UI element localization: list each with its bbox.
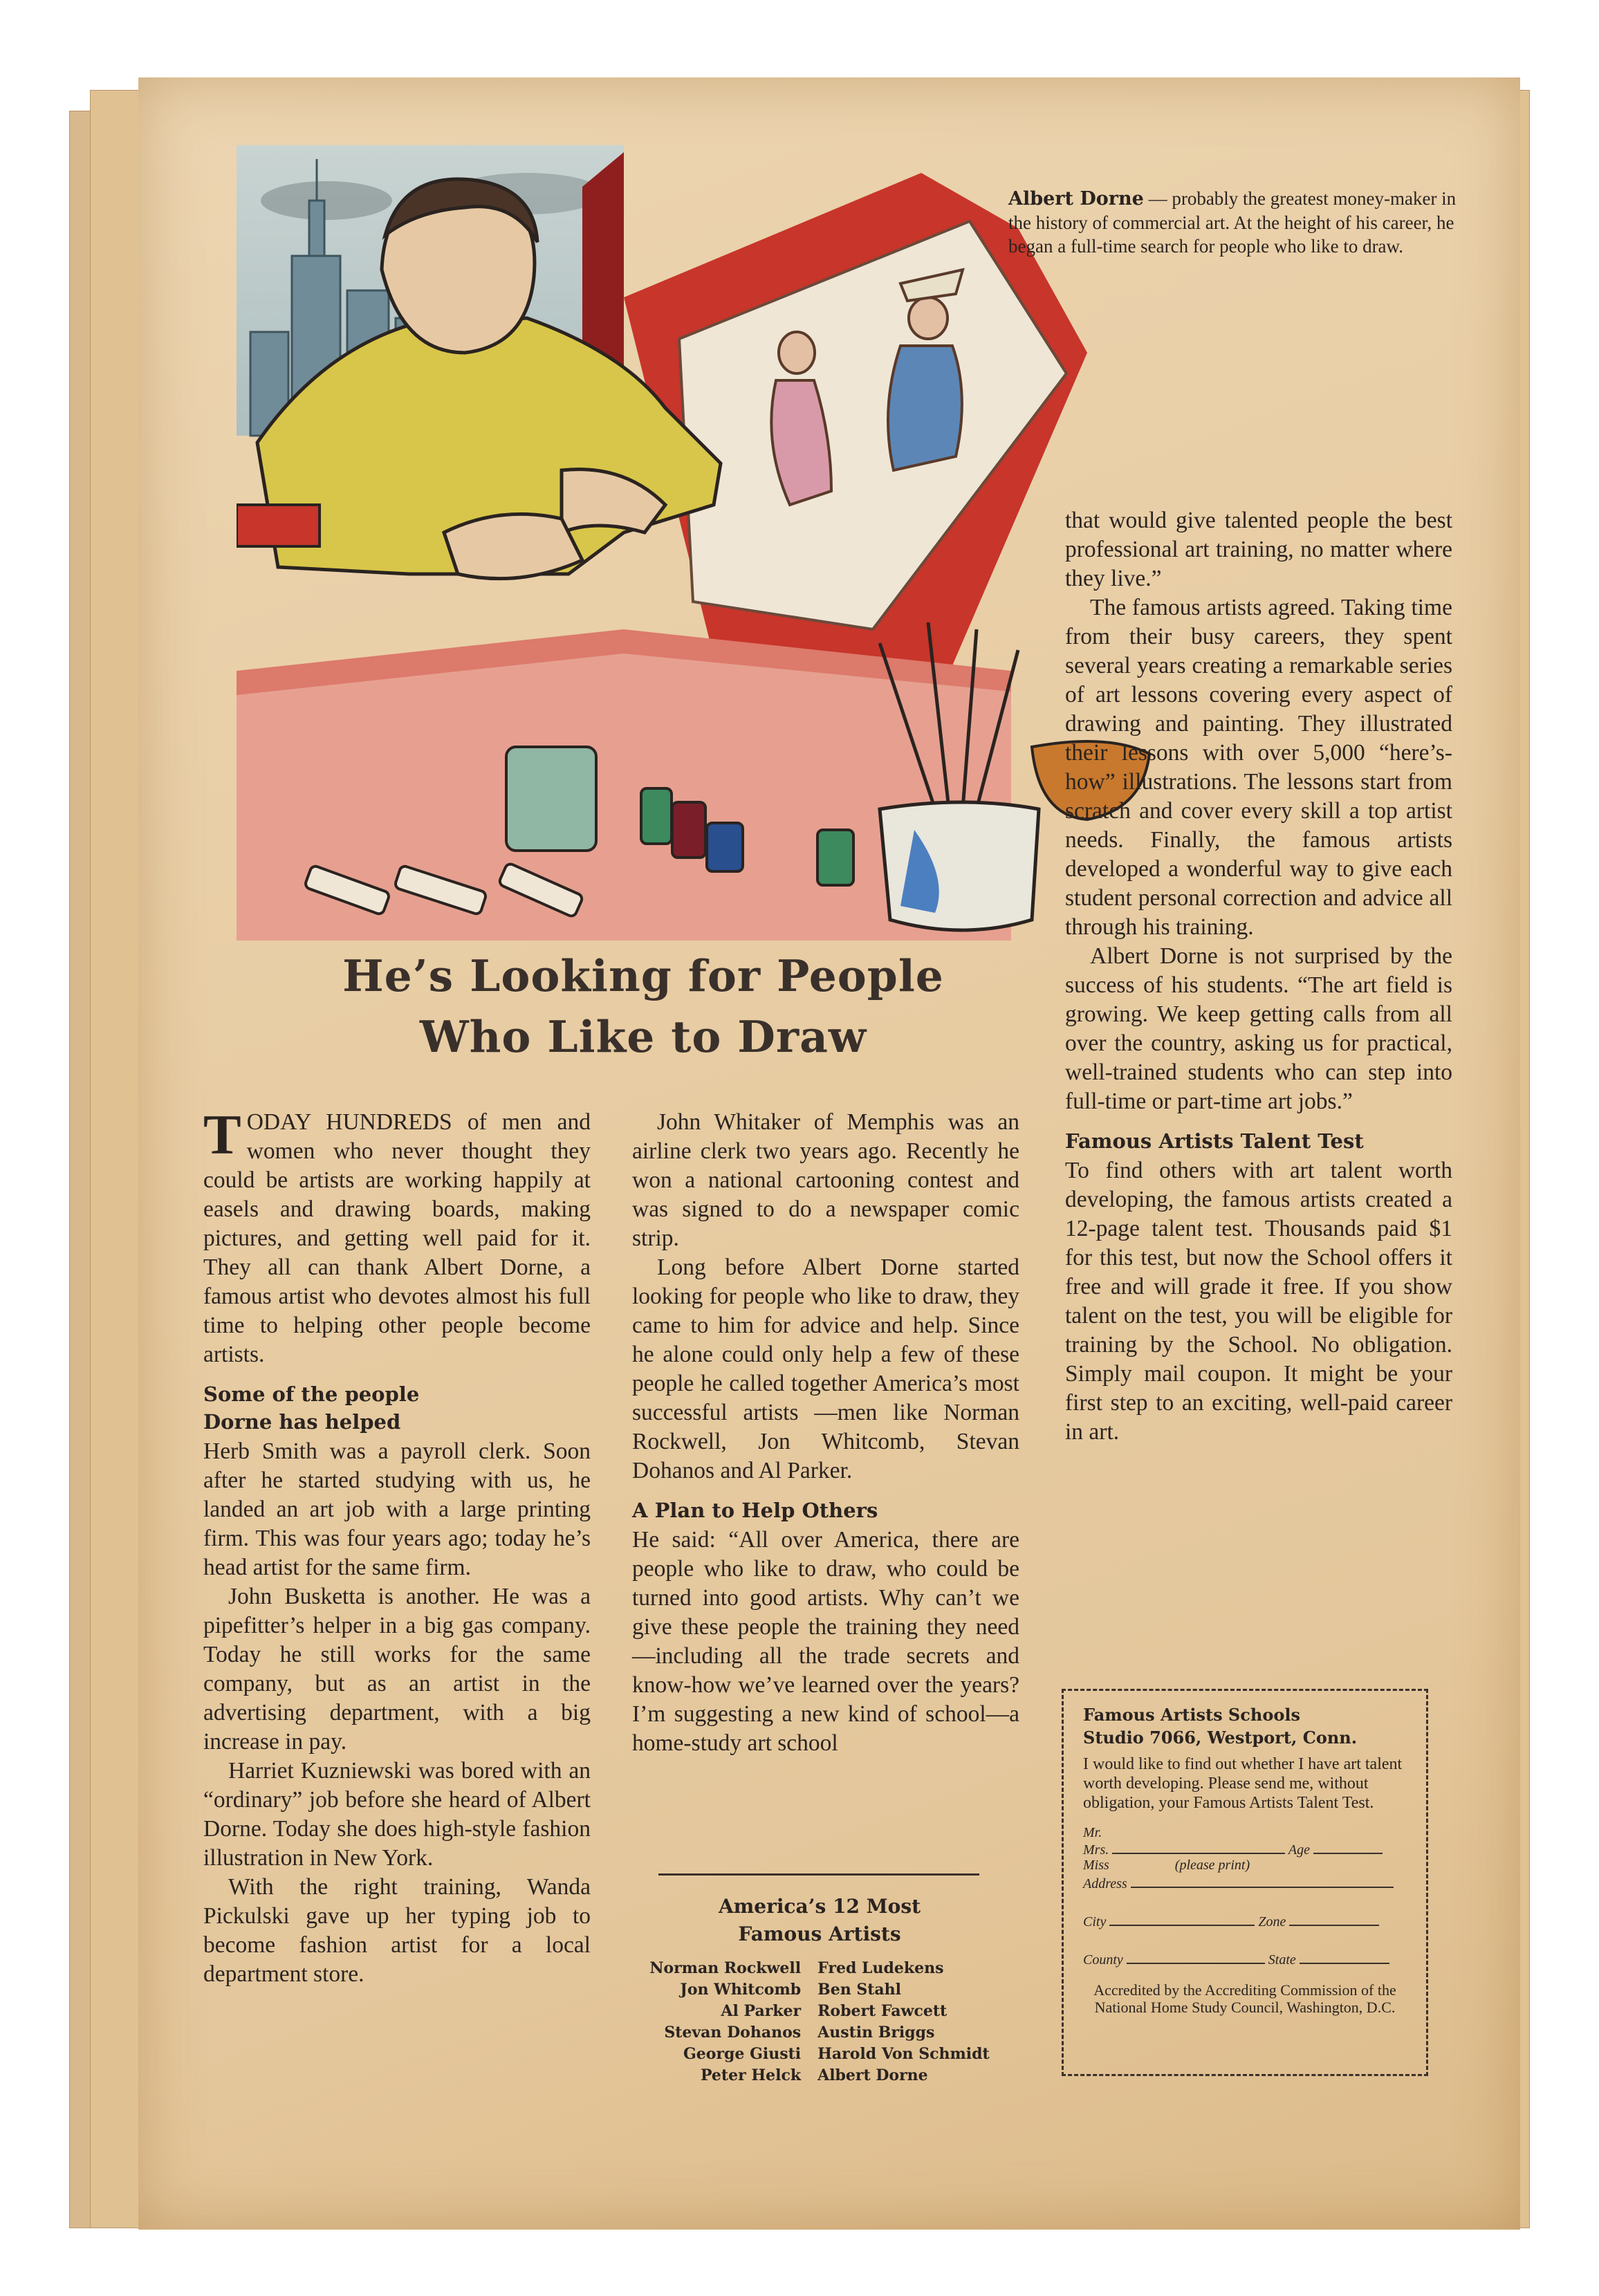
- label-county: County: [1083, 1952, 1123, 1968]
- subhead-plan: A Plan to Help Others: [632, 1499, 878, 1522]
- paragraph: Harriet Kuzniewski was bored with an “ordinary” job before she heard of Albert Dorne. Today she does high-style fashion illustration in New York.: [203, 1758, 591, 1871]
- list-title-line-2: Famous Artists: [738, 1923, 901, 1945]
- paragraph: that would give talented people the best professional art training, no matter where they live.”: [1065, 508, 1452, 591]
- label-age: Age: [1288, 1842, 1310, 1858]
- subhead-talent-test: Famous Artists Talent Test: [1065, 1129, 1364, 1153]
- address-field[interactable]: [1131, 1874, 1394, 1888]
- intro-paragraph: [203, 1103, 591, 1369]
- divider-rule: [658, 1873, 979, 1876]
- artist-name: Fred Ludekens: [817, 1959, 944, 1977]
- article-column-2: [632, 1108, 1019, 1758]
- artist-name: Albert Dorne: [817, 2066, 928, 2084]
- artist-name: Austin Briggs: [817, 2024, 935, 2042]
- artist-name: Peter Helck: [700, 2066, 802, 2084]
- subhead-line-2: Dorne has helped: [203, 1410, 401, 1434]
- mail-coupon[interactable]: [1062, 1689, 1428, 2076]
- paragraph: Long before Albert Dorne started looking for people who like to draw, they came to him for advice and help. Since he alone could only help a few of these people he called together America’s most successful artists —men like Norman Rockwell, Jon Whitcomb, Stevan Dohanos and Al Parker.: [632, 1255, 1019, 1483]
- cloud: [261, 181, 392, 220]
- headline: [228, 945, 1058, 1067]
- artist-names-right: [817, 1958, 990, 2086]
- city-line[interactable]: [1083, 1912, 1407, 1929]
- list-title-line-1: America’s 12 Most: [718, 1895, 921, 1918]
- paragraph: To find others with art talent worth developing, the famous artists created a 12-page talent test. Thousands paid $1 for this test, but now the School offers it free and will grade it free. If you show talent on the test, you will be eligible for training by the School. No obligation. Simply mail coupon. It might be your first step to an exciting, well-paid career in art.: [1065, 1158, 1452, 1445]
- name-field-group[interactable]: [1083, 1825, 1407, 1968]
- miss-line: [1083, 1858, 1407, 1873]
- artist-names: [622, 1958, 1017, 2086]
- paragraph: Herb Smith was a payroll clerk. Soon after he started studying with us, he landed an art job with a large printing firm. This was four years ago; today he’s head artist for the same firm.: [203, 1438, 591, 1580]
- artist-name: Norman Rockwell: [649, 1959, 802, 1977]
- county-field[interactable]: [1127, 1950, 1265, 1964]
- paragraph: Albert Dorne is not surprised by the success of his students. “The art field is growing. We keep getting calls from all over the country, asking us for practical, well-trained students who can step into full-time or part-time art jobs.”: [1065, 943, 1452, 1114]
- paragraph: He said: “All over America, there are people who like to draw, who could be turned into good artists. Why can’t we give these people the training they need—including all the trade secrets and know-how we’ve learned over the years? I’m suggesting a new kind of school—a home-study art school: [632, 1527, 1019, 1756]
- drop-cap: T: [203, 1103, 241, 1166]
- paragraph: The famous artists agreed. Taking time from their busy careers, they spent several years creating a remarkable series of art lessons covering every aspect of drawing and painting. They illustrated their lessons with over 5,000 “here’s-how” illustrations. The lessons start from scratch and cover every skill a top artist needs. Finally, the famous artists developed a wonderful way to give each student personal correction and advice all through his training.: [1065, 595, 1452, 940]
- comic-back-page: [138, 77, 1520, 2230]
- label-state: State: [1268, 1952, 1296, 1968]
- zone-field[interactable]: [1289, 1912, 1379, 1926]
- label-miss: Miss: [1083, 1858, 1109, 1873]
- label-city: City: [1083, 1914, 1107, 1929]
- artist-name: Robert Fawcett: [817, 2002, 948, 2020]
- name-line[interactable]: [1083, 1840, 1407, 1858]
- paragraph: John Busketta is another. He was a pipefitter’s helper in a big gas company. Today he still works for the same company, but as an artist in the advertising department, with a big increase in pay.: [203, 1584, 591, 1755]
- article-column-3: [1065, 506, 1452, 1447]
- age-field[interactable]: [1313, 1840, 1383, 1854]
- address-line[interactable]: [1083, 1874, 1407, 1891]
- caption-name: Albert Dorne: [1008, 188, 1144, 210]
- lead-caps: ODAY HUNDREDS: [246, 1109, 452, 1135]
- artist-name: Harold Von Schmidt: [817, 2045, 990, 2063]
- artist-names-left: [649, 1958, 801, 2086]
- coupon-title-1: Famous Artists Schools: [1083, 1705, 1300, 1725]
- subhead-line-1: Some of the people: [203, 1382, 420, 1406]
- state-field[interactable]: [1300, 1950, 1389, 1964]
- please-print-note: (please print): [1174, 1858, 1250, 1873]
- county-line[interactable]: [1083, 1950, 1407, 1968]
- coupon-title-2: Studio 7066, Westport, Conn.: [1083, 1728, 1358, 1748]
- city-field[interactable]: [1109, 1912, 1255, 1926]
- label-mrs: Mrs.: [1083, 1842, 1109, 1858]
- artist-name: Ben Stahl: [817, 1981, 902, 1999]
- intro-text: of men and women who never thought they could be artists are working happily at easels and drawing boards, making pictures, and getting well paid for it. They all can thank Albert Dorne, a famous artist who devotes almost his full time to helping other people become artists.: [203, 1109, 591, 1367]
- famous-artists-list: [622, 1893, 1017, 2086]
- label-mr: Mr.: [1083, 1825, 1102, 1840]
- label-address: Address: [1083, 1876, 1127, 1891]
- albert-dorne-illustration: [237, 145, 1170, 941]
- paragraph: With the right training, Wanda Pickulski gave up her typing job to become fashion artist for a local department store.: [203, 1874, 591, 1987]
- name-field[interactable]: [1112, 1840, 1285, 1854]
- paragraph: John Whitaker of Memphis was an airline clerk two years ago. Recently he won a national cartooning contest and was signed to do a newspaper comic strip.: [632, 1109, 1019, 1251]
- caption-text: — probably the greatest money-maker in the history of commercial art. At the height of his career, he began a full-time search for people who like to draw.: [1008, 188, 1457, 257]
- article-column-1: [203, 1103, 591, 1989]
- artist-name: Al Parker: [721, 2002, 802, 2020]
- headline-line-2: Who Like to Draw: [419, 1011, 867, 1062]
- accreditation-note: Accredited by the Accrediting Commission of the National Home Study Council, Washington, D.C.: [1093, 1981, 1396, 2016]
- subhead-people-helped: [203, 1380, 591, 1436]
- label-zone: Zone: [1258, 1914, 1286, 1929]
- artist-name: Jon Whitcomb: [680, 1981, 802, 1999]
- headline-line-1: He’s Looking for People: [342, 950, 944, 1001]
- chair: [237, 505, 320, 546]
- artist-name: George Giusti: [683, 2045, 802, 2063]
- coupon-body: I would like to find out whether I have art talent worth developing. Please send me, without obligation, your Famous Artists Talent Test.: [1083, 1755, 1403, 1812]
- illustration-caption: [1008, 187, 1458, 258]
- artist-name: Stevan Dohanos: [664, 2024, 802, 2042]
